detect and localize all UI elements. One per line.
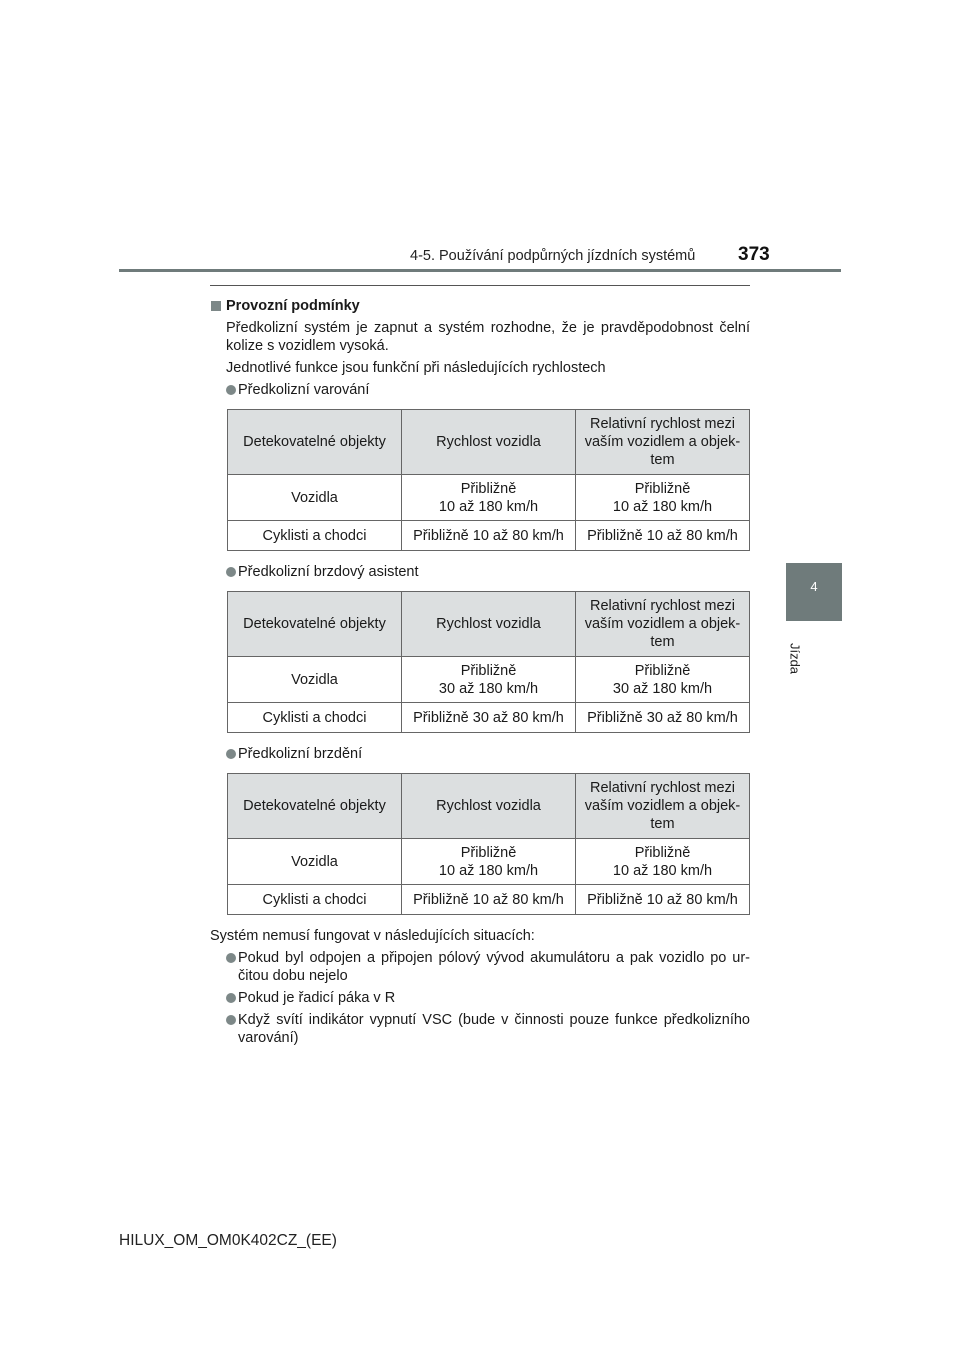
header-detectable-objects: Detekovatelné objekty	[228, 410, 402, 475]
table-row	[228, 475, 750, 521]
table-row	[228, 839, 750, 885]
table-cell: Vozidla	[228, 839, 402, 885]
header-vehicle-speed: Rychlost vozidla	[402, 774, 576, 839]
chapter-side-label	[784, 635, 804, 685]
header-detectable-objects: Detekovatelné objekty	[228, 774, 402, 839]
table-cell: Vozidla	[228, 657, 402, 703]
header-vehicle-speed: Rychlost vozidla	[402, 592, 576, 657]
chapter-number: 4	[810, 579, 818, 594]
round-bullet-icon	[226, 993, 236, 1003]
speeds-intro-paragraph: Jednotlivé funkce jsou funkční při následujících rychlostech	[226, 360, 606, 376]
table-label-text: Předkolizní brzdový asistent	[238, 564, 419, 580]
chapter-name: Jízda	[787, 642, 803, 675]
table-cell: Přibližně 10 až 180 km/h	[402, 475, 576, 521]
table-cell: Přibližně 30 až 180 km/h	[576, 657, 750, 703]
table-header-row	[228, 410, 750, 475]
table-row	[228, 703, 750, 733]
table-cell: Přibližně 10 až 180 km/h	[576, 475, 750, 521]
limitation-text: Pokud byl odpojen a připojen pólový vývod akumulátoru a pak vozidlo po určitou dobu nejelo	[238, 950, 750, 984]
table-cell: Cyklisti a chodci	[228, 521, 402, 551]
speed-table-brake-assist	[227, 591, 750, 733]
table-label-braking	[210, 745, 750, 763]
speed-table-braking	[227, 773, 750, 915]
table-label-text: Předkolizní varování	[238, 382, 370, 398]
table-cell: Přibližně 30 až 80 km/h	[576, 703, 750, 733]
table-row	[228, 657, 750, 703]
round-bullet-icon	[226, 749, 236, 759]
table-label-warning	[210, 381, 750, 399]
table-cell: Přibližně 30 až 80 km/h	[402, 703, 576, 733]
table-cell: Přibližně 30 až 180 km/h	[402, 657, 576, 703]
round-bullet-icon	[226, 953, 236, 963]
limitations-intro: Systém nemusí fungovat v následujících situacích:	[210, 928, 535, 944]
header-section-title: 4-5. Používání podpůrných jízdních systémů	[410, 248, 696, 264]
round-bullet-icon	[226, 1015, 236, 1025]
header-relative-speed: Relativní rychlost mezi vaším vozidlem a objektem	[576, 410, 750, 475]
document-code: HILUX_OM_OM0K402CZ_(EE)	[119, 1232, 337, 1249]
section-title-text: Provozní podmínky	[226, 298, 360, 314]
table-cell: Vozidla	[228, 475, 402, 521]
round-bullet-icon	[226, 385, 236, 395]
table-label-text: Předkolizní brzdění	[238, 746, 363, 762]
section-rule	[210, 285, 750, 286]
table-header-row	[228, 774, 750, 839]
table-cell: Přibližně 10 až 80 km/h	[576, 885, 750, 915]
table-label-brake-assist	[210, 563, 750, 581]
table-cell: Přibližně 10 až 180 km/h	[402, 839, 576, 885]
section-title	[210, 297, 750, 315]
table-row	[228, 521, 750, 551]
header-rule	[119, 269, 841, 272]
table-cell: Přibližně 10 až 80 km/h	[402, 521, 576, 551]
speed-table-warning	[227, 409, 750, 551]
limitation-item	[210, 989, 750, 1007]
limitation-text: Pokud je řadicí páka v R	[238, 990, 396, 1006]
header-vehicle-speed: Rychlost vozidla	[402, 410, 576, 475]
limitation-text: Když svítí indikátor vypnutí VSC (bude v činnosti pouze funkce předkolizního varování)	[238, 1012, 750, 1046]
table-row	[228, 885, 750, 915]
header-detectable-objects: Detekovatelné objekty	[228, 592, 402, 657]
table-cell: Přibližně 10 až 80 km/h	[402, 885, 576, 915]
header-relative-speed: Relativní rychlost mezi vaším vozidlem a objektem	[576, 592, 750, 657]
table-cell: Přibližně 10 až 180 km/h	[576, 839, 750, 885]
table-header-row	[228, 592, 750, 657]
table-cell: Cyklisti a chodci	[228, 703, 402, 733]
table-cell: Přibližně 10 až 80 km/h	[576, 521, 750, 551]
intro-paragraph: Předkolizní systém je zapnut a systém rozhodne, že je pravděpodobnost čelní kolize s vozidlem vysoká.	[226, 320, 750, 354]
round-bullet-icon	[226, 567, 236, 577]
limitation-item	[210, 949, 750, 985]
table-cell: Cyklisti a chodci	[228, 885, 402, 915]
limitation-item	[210, 1011, 750, 1047]
square-bullet-icon	[211, 301, 221, 311]
main-content	[210, 297, 750, 1051]
header-relative-speed: Relativní rychlost mezi vaším vozidlem a objektem	[576, 774, 750, 839]
page-number: 373	[738, 244, 770, 265]
chapter-tab	[786, 563, 842, 621]
